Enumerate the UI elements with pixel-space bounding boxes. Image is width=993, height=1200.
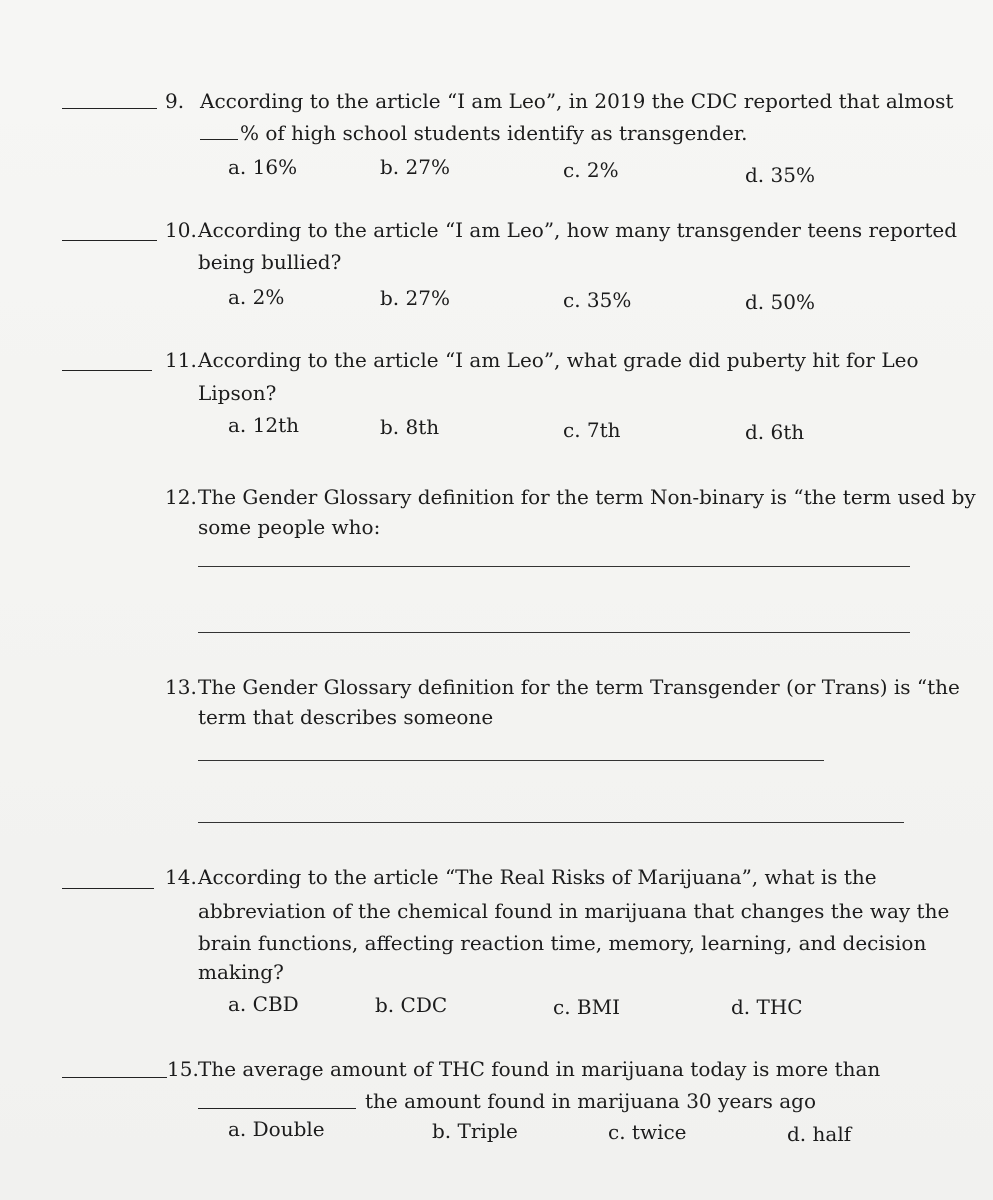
question-text-line: abbreviation of the chemical found in marijuana that changes the way the xyxy=(198,899,950,923)
option-b[interactable]: b. CDC xyxy=(375,993,448,1017)
option-a[interactable]: a. Double xyxy=(228,1117,325,1141)
question-text-line: being bullied? xyxy=(198,250,342,274)
write-in-line[interactable] xyxy=(198,822,904,823)
answer-blank-15[interactable] xyxy=(62,1077,167,1078)
question-text-line: According to the article “I am Leo”, in 2019 the CDC reported that almost xyxy=(200,89,954,113)
question-text-line: Lipson? xyxy=(198,381,277,405)
write-in-line[interactable] xyxy=(198,632,910,633)
option-a[interactable]: a. 16% xyxy=(228,155,298,179)
option-c[interactable]: c. twice xyxy=(608,1120,687,1144)
answer-blank-11[interactable] xyxy=(62,370,152,371)
option-d[interactable]: d. THC xyxy=(731,995,803,1019)
option-d[interactable]: d. 6th xyxy=(745,420,805,444)
question-text-line: The average amount of THC found in marijuana today is more than xyxy=(198,1057,881,1081)
answer-blank-10[interactable] xyxy=(62,240,157,241)
question-text-line: According to the article “The Real Risks of Marijuana”, what is the xyxy=(198,865,877,889)
question-number: 12. xyxy=(165,485,197,509)
question-number: 13. xyxy=(165,675,197,699)
option-c[interactable]: c. 7th xyxy=(563,418,621,442)
inline-answer-blank[interactable] xyxy=(200,121,238,140)
option-d[interactable]: d. half xyxy=(787,1122,852,1146)
question-text-line: making? xyxy=(198,960,284,984)
question-number: 9. xyxy=(165,89,185,113)
option-c[interactable]: c. 2% xyxy=(563,158,619,182)
answer-blank-9[interactable] xyxy=(62,108,157,109)
option-a[interactable]: a. 12th xyxy=(228,413,300,437)
option-b[interactable]: b. 27% xyxy=(380,155,450,179)
option-a[interactable]: a. CBD xyxy=(228,992,299,1016)
option-b[interactable]: b. 27% xyxy=(380,286,450,310)
question-text-line: According to the article “I am Leo”, what grade did puberty hit for Leo xyxy=(198,348,919,372)
question-text-line: the amount found in marijuana 30 years ago xyxy=(365,1089,817,1113)
write-in-line[interactable] xyxy=(198,760,824,761)
question-number: 10. xyxy=(165,218,197,242)
option-c[interactable]: c. BMI xyxy=(553,995,620,1019)
question-number: 11. xyxy=(165,348,197,372)
write-in-line[interactable] xyxy=(198,566,910,567)
option-b[interactable]: b. Triple xyxy=(432,1119,518,1143)
question-number: 14. xyxy=(165,865,197,889)
question-text-line: some people who: xyxy=(198,515,381,539)
question-text-line: The Gender Glossary definition for the term Transgender (or Trans) is “the xyxy=(198,675,960,699)
option-d[interactable]: d. 50% xyxy=(745,290,815,314)
option-d[interactable]: d. 35% xyxy=(745,163,815,187)
question-text-line: According to the article “I am Leo”, how many transgender teens reported xyxy=(198,218,958,242)
question-text-line: term that describes someone xyxy=(198,705,494,729)
option-c[interactable]: c. 35% xyxy=(563,288,632,312)
answer-blank-14[interactable] xyxy=(62,888,154,889)
inline-answer-blank[interactable] xyxy=(198,1108,356,1109)
question-text-line: brain functions, affecting reaction time, memory, learning, and decision xyxy=(198,931,927,955)
question-text-line xyxy=(200,118,748,148)
option-b[interactable]: b. 8th xyxy=(380,415,440,439)
question-number: 15. xyxy=(167,1057,199,1081)
question-text: % of high school students identify as transgender. xyxy=(240,121,748,145)
question-text-line: The Gender Glossary definition for the term Non-binary is “the term used by xyxy=(198,485,976,509)
option-a[interactable]: a. 2% xyxy=(228,285,285,309)
